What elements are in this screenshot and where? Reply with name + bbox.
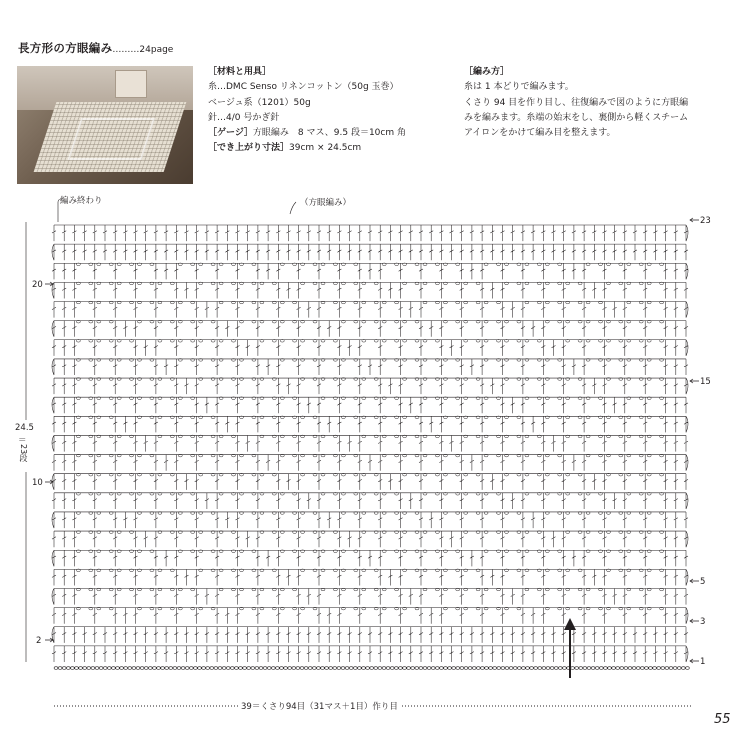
chain-stitch (382, 667, 386, 670)
chain-stitch (173, 667, 177, 670)
page-number: 55 (714, 712, 731, 727)
chain-stitch (255, 667, 259, 670)
chain-stitch (370, 667, 374, 670)
chain-stitch (251, 667, 255, 670)
chain-stitch (243, 667, 247, 670)
chain-stitch (587, 667, 591, 670)
chain-stitch (337, 667, 341, 670)
chain-stitch (165, 667, 169, 670)
chain-stitch (558, 667, 562, 670)
chain-stitch (546, 667, 550, 670)
height-label: 24.5 (15, 423, 34, 433)
chain-stitch (317, 667, 321, 670)
row-arrow (690, 218, 699, 222)
chain-stitch (452, 667, 456, 670)
chain-stitch (120, 667, 124, 670)
chain-stitch (366, 667, 370, 670)
chain-stitch (157, 667, 161, 670)
chain-stitch (669, 667, 673, 670)
chain-stitch (87, 667, 91, 670)
chain-stitch (329, 667, 333, 670)
chain-stitch (624, 667, 628, 670)
chain-stitch (501, 667, 505, 670)
chain-stitch (444, 667, 448, 670)
chain-stitch (71, 667, 75, 670)
chain-stitch (530, 667, 534, 670)
chain-stitch (374, 667, 378, 670)
chain-stitch (534, 667, 538, 670)
chain-stitch (345, 667, 349, 670)
stitch-symbols (52, 225, 688, 662)
row-arrow (45, 638, 53, 642)
chain-stitch (640, 667, 644, 670)
chain-stitch (79, 667, 83, 670)
chain-stitch (583, 667, 587, 670)
row-number-left: 2 (36, 636, 42, 646)
row-arrow (690, 379, 699, 383)
chain-stitch (107, 667, 111, 670)
chain-stitch (210, 667, 214, 670)
size-heading: ［でき上がり寸法］ (208, 143, 290, 154)
chain-stitch (271, 667, 275, 670)
chain-stitch (485, 667, 489, 670)
chain-stitch (538, 667, 542, 670)
chain-stitch (148, 667, 152, 670)
chain-stitch (386, 667, 390, 670)
start-arrow-head (564, 618, 576, 630)
chain-stitch (456, 667, 460, 670)
row-number-right: 1 (700, 657, 706, 667)
chain-stitch (464, 667, 468, 670)
instructions-heading: ［編み方］ (464, 67, 510, 77)
chain-stitch (604, 667, 608, 670)
chain-stitch (517, 667, 521, 670)
materials-yarn: 糸…DMC Senso リネンコットン（50g 玉巻） (208, 82, 399, 93)
chain-stitch (645, 667, 649, 670)
chain-stitch (99, 667, 103, 670)
chain-stitch (476, 667, 480, 670)
chain-stitch (509, 667, 513, 670)
chain-stitch (189, 667, 193, 670)
chain-stitch (472, 667, 476, 670)
chain-stitch (235, 667, 239, 670)
chain-stitch (214, 667, 218, 670)
row-arrow (690, 619, 699, 623)
chain-stitch (522, 667, 526, 670)
chain-stitch (440, 667, 444, 670)
chain-stitch (185, 667, 189, 670)
chain-stitch (353, 667, 357, 670)
chain-stitch (222, 667, 226, 670)
chain-stitch (296, 667, 300, 670)
chain-stitch (83, 667, 87, 670)
chain-stitch (575, 667, 579, 670)
chain-stitch (563, 667, 567, 670)
chain-stitch (599, 667, 603, 670)
instructions-line: みを編みます。糸端の始末をし、裏側から軽くスチーム (464, 112, 689, 123)
chain-stitch (206, 667, 210, 670)
chain-stitch (349, 667, 353, 670)
chain-stitch (75, 667, 79, 670)
end-label: 編み終わり (60, 196, 103, 206)
chain-stitch (91, 667, 95, 670)
pattern-label: （方眼編み） (300, 198, 352, 208)
chain-stitch (460, 667, 464, 670)
chain-stitch (292, 667, 296, 670)
chain-stitch (448, 667, 452, 670)
chain-stitch (628, 667, 632, 670)
chain-stitch (259, 667, 263, 670)
chain-stitch (308, 667, 312, 670)
height-label-rows: 23段 (19, 444, 28, 463)
chain-stitch (427, 667, 431, 670)
materials-needle: 針…4/0 号かぎ針 (208, 112, 280, 123)
chain-stitch (112, 667, 116, 670)
chain-stitch (403, 667, 407, 670)
chain-stitch (226, 667, 230, 670)
chain-stitch (341, 667, 345, 670)
chain-stitch (653, 667, 657, 670)
chain-stitch (390, 667, 394, 670)
chain-stitch (267, 667, 271, 670)
chain-stitch (247, 667, 251, 670)
chain-stitch (124, 667, 128, 670)
gauge-heading: ［ゲージ］ (208, 128, 253, 139)
chain-stitch (497, 667, 501, 670)
chain-stitch (431, 667, 435, 670)
gauge-text: 方眼編み 8 マス、9.5 段＝10cm 角 (252, 128, 406, 139)
chain-stitch (411, 667, 415, 670)
size-text: 39cm × 24.5cm (289, 143, 362, 154)
chain-stitch (526, 667, 530, 670)
chain-stitch (407, 667, 411, 670)
chain-stitch (321, 667, 325, 670)
height-label-eq: ＝ (18, 436, 27, 446)
chain-stitch (636, 667, 640, 670)
row-number-right: 3 (700, 617, 706, 627)
chain-stitch (612, 667, 616, 670)
chain-stitch (423, 667, 427, 670)
chain-stitch (177, 667, 181, 670)
chain-stitch (661, 667, 665, 670)
chain-stitch (481, 667, 485, 670)
chain-stitch (230, 667, 234, 670)
chain-stitch (153, 667, 157, 670)
chain-stitch (161, 667, 165, 670)
row-arrow (45, 282, 53, 286)
chain-stitch (280, 667, 284, 670)
chain-stitch (276, 667, 280, 670)
chain-stitch (595, 667, 599, 670)
chain-stitch (169, 667, 173, 670)
chain-stitch (579, 667, 583, 670)
chain-stitch (218, 667, 222, 670)
chain-stitch (132, 667, 136, 670)
materials-color: ベージュ系（1201）50g (208, 97, 311, 108)
row-arrow (690, 659, 699, 663)
chain-stitch (198, 667, 202, 670)
row-number-left: 20 (32, 280, 43, 290)
chain-stitch (468, 667, 472, 670)
chain-stitch (677, 667, 681, 670)
chain-stitch (194, 667, 198, 670)
chain-stitch (665, 667, 669, 670)
chain-stitch (394, 667, 398, 670)
chain-stitch (489, 667, 493, 670)
chain-stitch (239, 667, 243, 670)
chain-stitch (333, 667, 337, 670)
chain-stitch (378, 667, 382, 670)
chain-stitch (54, 667, 58, 670)
chain-stitch (362, 667, 366, 670)
chain-stitch (263, 667, 267, 670)
chain-stitch (116, 667, 120, 670)
instructions-line: くさり 94 目を作り目し、往復編みで図のように方眼編 (464, 97, 689, 108)
materials-heading: ［材料と用具］ (208, 67, 272, 77)
foundation-label: 39＝くさり94目（31マス＋1目）作り目 (238, 700, 401, 712)
chain-stitch (103, 667, 107, 670)
chain-stitch (304, 667, 308, 670)
chain-stitch (66, 667, 70, 670)
chain-stitch (681, 667, 685, 670)
chain-stitch (591, 667, 595, 670)
chain-stitch (632, 667, 636, 670)
chain-stitch (616, 667, 620, 670)
pattern-leader (290, 202, 296, 214)
chain-stitch (284, 667, 288, 670)
page-reference: ………24page (112, 45, 174, 55)
chain-stitch (202, 667, 206, 670)
chain-stitch (312, 667, 316, 670)
chain-stitch (95, 667, 99, 670)
row-arrow (690, 579, 699, 583)
chain-stitch (288, 667, 292, 670)
chain-stitch (399, 667, 403, 670)
chain-stitch (300, 667, 304, 670)
chain-stitch (419, 667, 423, 670)
chain-stitch (493, 667, 497, 670)
instructions-line: 糸は 1 本どりで編みます。 (464, 82, 574, 93)
chain-stitch (542, 667, 546, 670)
chain-stitch (128, 667, 132, 670)
chain-stitch (513, 667, 517, 670)
chain-stitch (550, 667, 554, 670)
chain-stitch (435, 667, 439, 670)
chain-stitch (657, 667, 661, 670)
row-number-right: 23 (700, 216, 711, 226)
chain-stitch (608, 667, 612, 670)
row-number-left: 10 (32, 478, 43, 488)
row-number-right: 15 (700, 377, 711, 387)
chain-stitch (554, 667, 558, 670)
chain-stitch (144, 667, 148, 670)
chain-stitch (505, 667, 509, 670)
chain-stitch (62, 667, 66, 670)
chain-stitch (136, 667, 140, 670)
chain-stitch (181, 667, 185, 670)
chain-stitch (620, 667, 624, 670)
chain-stitch (673, 667, 677, 670)
row-number-right: 5 (700, 577, 706, 587)
chain-stitch (140, 667, 144, 670)
pattern-title-text: 長方形の方眼編み (18, 41, 113, 55)
chain-stitch (358, 667, 362, 670)
chain-stitch (686, 667, 690, 670)
stitch-grid (52, 225, 688, 662)
instructions-line: アイロンをかけて編み目を整えます。 (464, 128, 616, 139)
chain-stitch (649, 667, 653, 670)
chain-stitch (571, 667, 575, 670)
chain-stitch (325, 667, 329, 670)
chain-stitch (58, 667, 62, 670)
chain-stitch (415, 667, 419, 670)
